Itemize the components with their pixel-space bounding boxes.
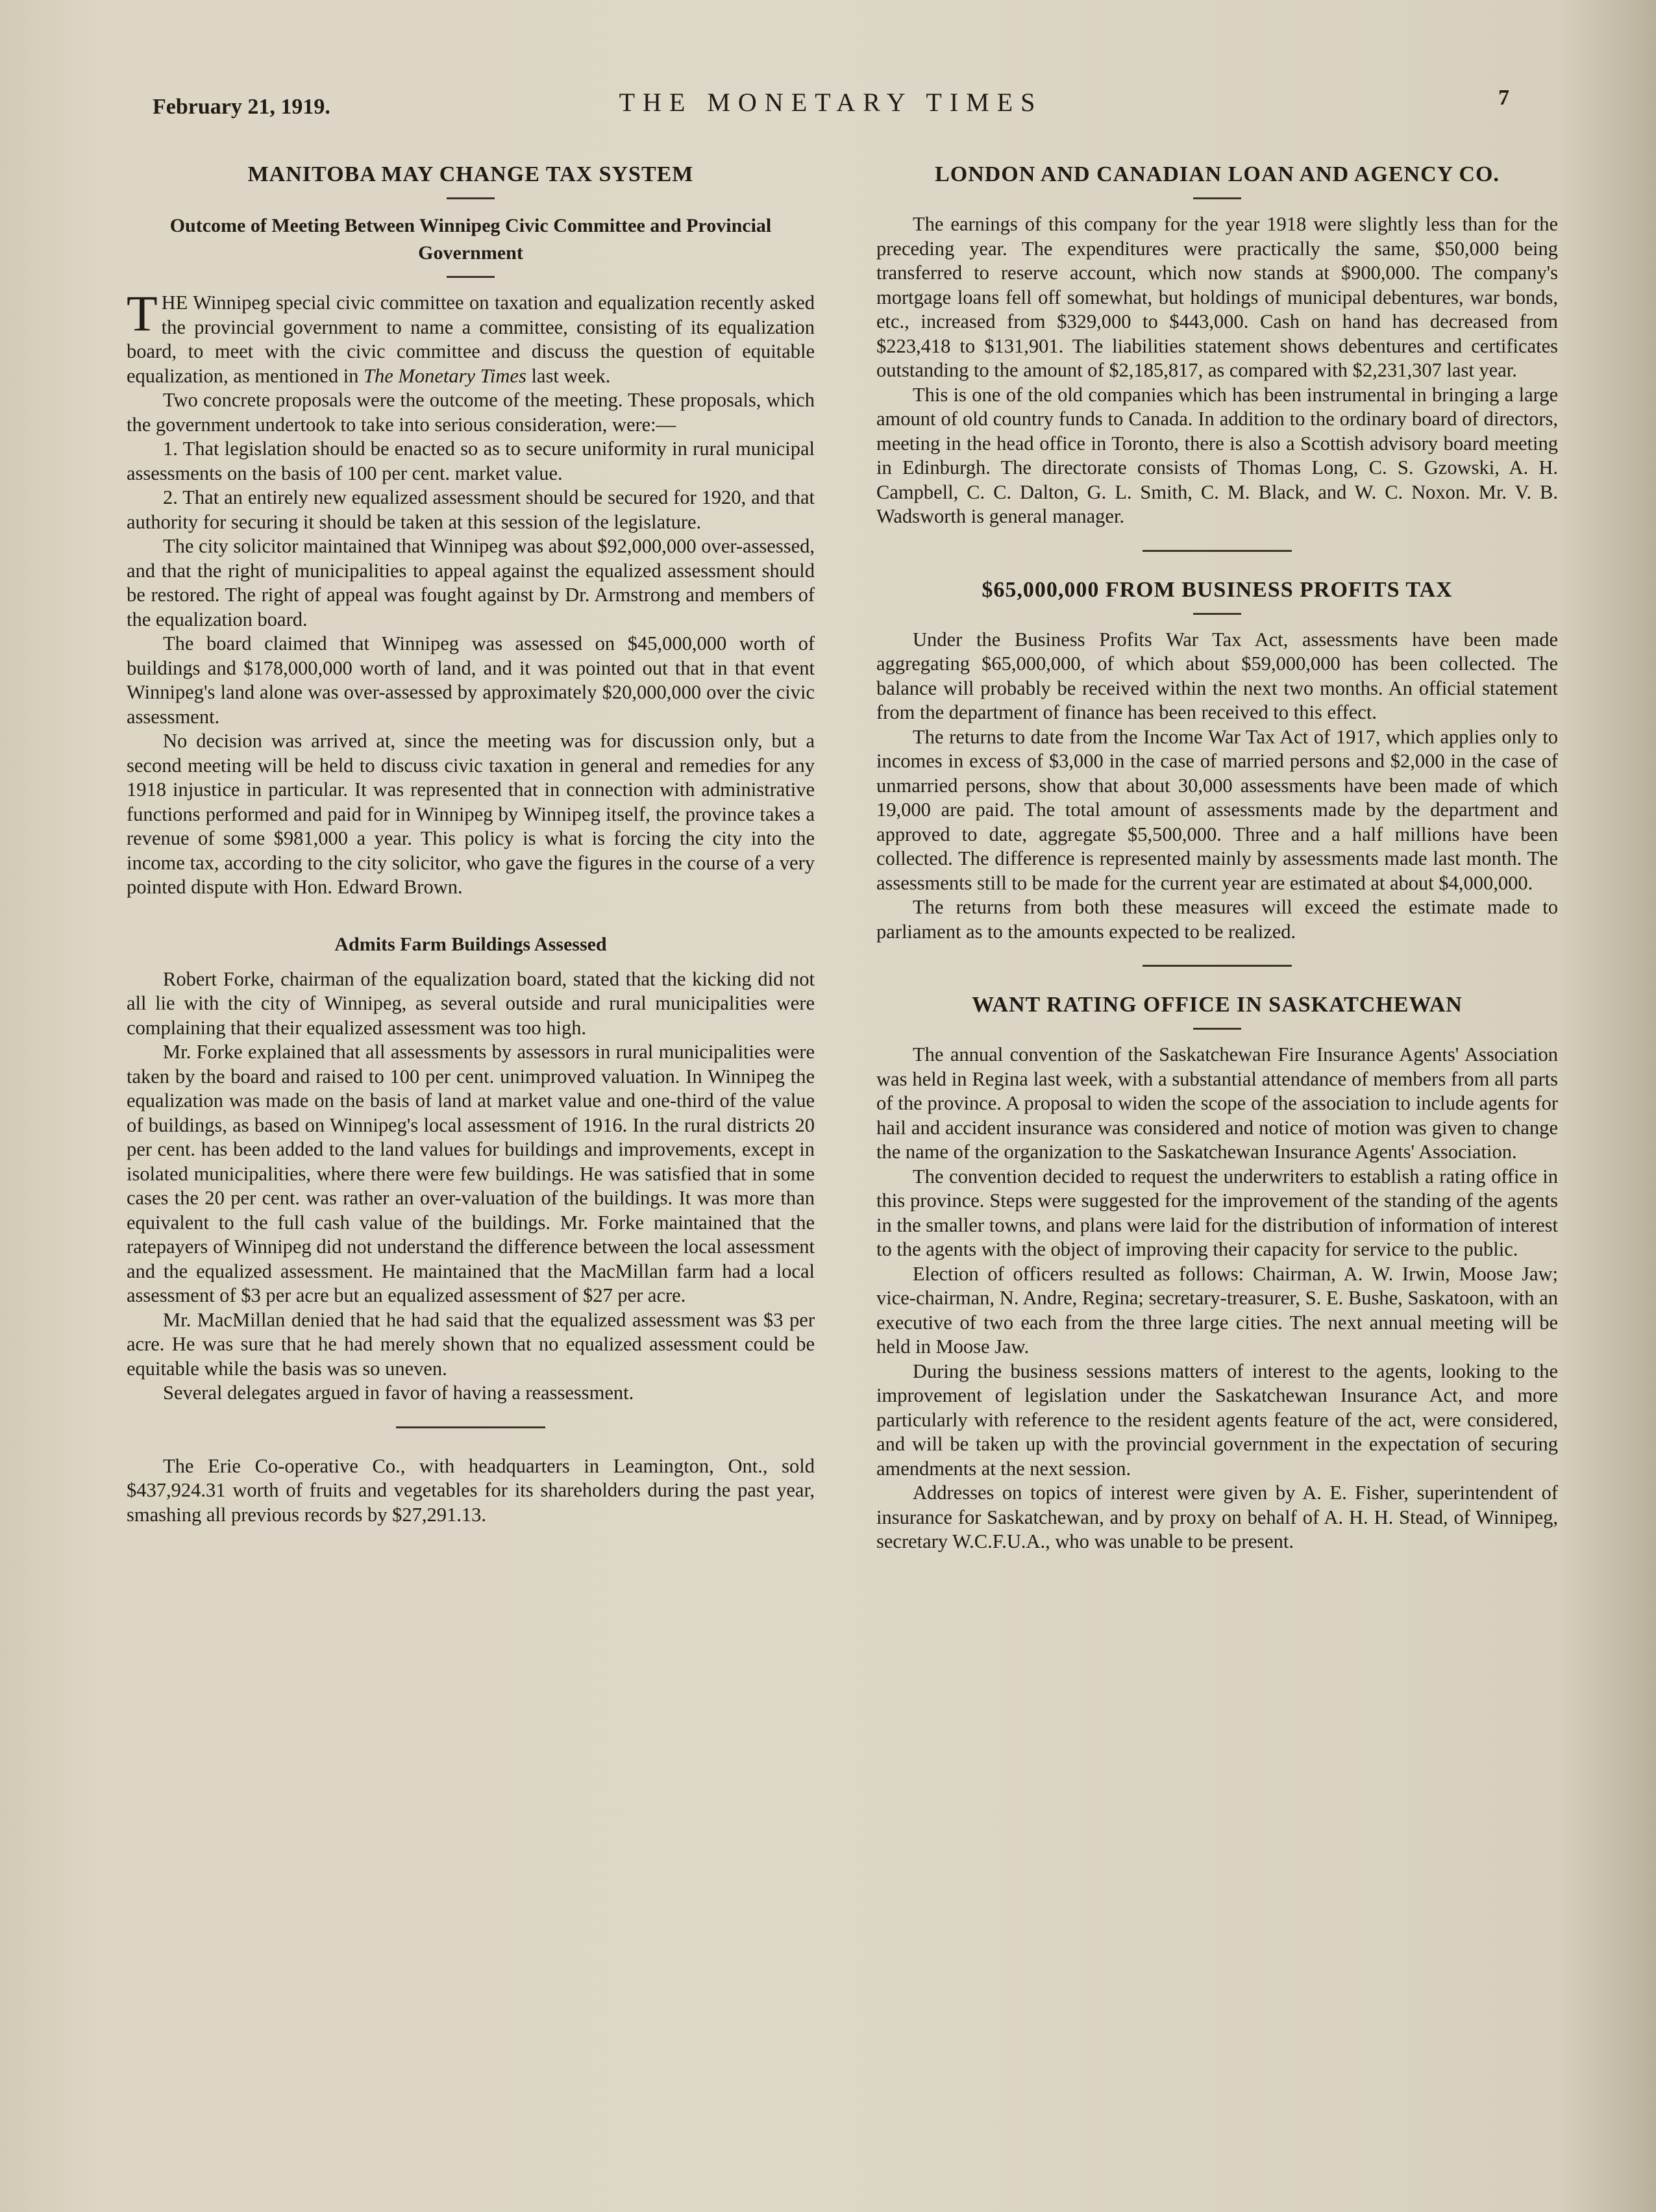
paragraph: THE Winnipeg special civic committee on taxation and equalization recently asked the provincial government to name a committee, consisting of its equalization board, to meet with the civic committee and discuss the question of equitable equalization, as mentioned in The Monetary Times last week. xyxy=(127,285,815,387)
section-rule xyxy=(396,1426,545,1428)
short-rule xyxy=(447,197,495,199)
paragraph: Several delegates argued in favor of having a reassessment. xyxy=(163,1382,634,1404)
article-title-business-profits: $65,000,000 FROM BUSINESS PROFITS TAX xyxy=(982,577,1453,602)
running-head xyxy=(153,83,1509,122)
article-subtitle-manitoba: Outcome of Meeting Between Winnipeg Civic Committee and Provincial Government xyxy=(169,215,772,264)
paragraph: Robert Forke, chairman of the equalization board, stated that the kicking did not all lie with the city of Winnipeg, as several outside and rural municipalities were complaining that their equalized assessment was too high. xyxy=(127,967,815,1039)
paragraph: This is one of the old companies which has been instrumental in bringing a large amount of old country funds to Canada. In addition to the ordinary board of directors, meeting in the head office in Toronto, there is also a Scottish advisory board meeting in Edinburgh. The directorate consists of Thomas Long, C. S. Gzowski, A. H. Campbell, C. C. Dalton, G. L. Smith, C. M. Black, and W. C. Noxon. Mr. V. B. Wadsworth is general manager. xyxy=(876,383,1558,527)
short-rule xyxy=(1193,613,1241,615)
section-rule xyxy=(1143,550,1292,552)
paragraph: Mr. Forke explained that all assessments by assessors in rural municipalities were taken by the board and raised to 100 per cent. unimproved valuation. In Winnipeg the equalization was made on the basis of land at market value and one-third of the value of buildings, as based on Winnipeg's local assessment of 1916. In the rural districts 20 per cent. has been added to the land values for buildings and improvements, except in isolated municipalities, where there were few buildings. He was satisfied that in some cases the 20 per cent. was rather an over-valuation of the buildings. It was more than equivalent to the full cash value of the buildings. Mr. Forke maintained that the ratepayers of Winnipeg did not understand the difference between the local assessment and the equalized assessment. He maintained that the MacMillan farm had a local assessment of $3 per acre but an equalized assessment of $27 per acre. xyxy=(127,1041,815,1306)
issue-date: February 21, 1919. xyxy=(153,95,330,119)
left-column xyxy=(127,151,815,1527)
paragraph: 2. That an entirely new equalized assessment should be secured for 1920, and that authority for securing it should be taken at this session of the legislature. xyxy=(127,486,815,533)
section-rule xyxy=(1143,965,1292,967)
short-rule xyxy=(1193,197,1241,199)
paragraph: The board claimed that Winnipeg was assessed on $45,000,000 worth of buildings and $178,000,000 worth of land, and it was pointed out that in that event Winnipeg's land alone was over-assessed by approximately $20,000,000 over the civic assessment. xyxy=(127,632,815,728)
paragraph: Mr. MacMillan denied that he had said that the equalized assessment was $3 per acre. He was sure that he had merely shown that no equalized assessment could be equitable while the basis was so uneven. xyxy=(127,1308,815,1380)
section-heading-farm-buildings: Admits Farm Buildings Assessed xyxy=(334,933,607,955)
article-title-manitoba: MANITOBA MAY CHANGE TAX SYSTEM xyxy=(247,162,694,186)
publication-title: THE MONETARY TIMES xyxy=(619,88,1043,117)
paragraph: The annual convention of the Saskatchewan Fire Insurance Agents' Association was held in Regina last week, with a substantial attendance of members from all parts of the province. A proposal to widen the scope of the association to include agents for hail and accident insurance was considered and notice of motion was given to change the name of the organization to the Saskatchewan Insurance Agents' Association. xyxy=(876,1043,1558,1163)
paragraph: Under the Business Profits War Tax Act, assessments have been made aggregating $65,000,000, of which about $59,000,000 has been collected. The balance will probably be received within the next two months. An official statement from the department of finance has been received to this effect. xyxy=(876,628,1558,723)
paragraph: Two concrete proposals were the outcome of the meeting. These proposals, which the government undertook to take into serious consideration, were:— xyxy=(127,389,815,436)
right-column xyxy=(876,151,1558,1554)
publication-reference: The Monetary Times xyxy=(364,364,526,387)
spacer xyxy=(127,900,815,918)
article-title-saskatchewan: WANT RATING OFFICE IN SASKATCHEWAN xyxy=(972,993,1463,1017)
article-title-london: LONDON AND CANADIAN LOAN AND AGENCY CO. xyxy=(935,162,1500,186)
paragraph: The earnings of this company for the year 1918 were slightly less than for the preceding year. The expenditures were practically the same, $50,000 being transferred to reserve account, which now stands at $900,000. The company's mortgage loans fell off somewhat, but holdings of municipal debentures, war bonds, etc., increased from $329,000 to $443,000. Cash on hand has decreased from $223,418 to $131,901. The liabilities statement shows debentures and certificates outstanding to the amount of $2,185,817, as compared with $2,231,307 last year. xyxy=(876,213,1558,381)
drop-cap: T xyxy=(127,285,158,342)
paragraph: Election of officers resulted as follows: Chairman, A. W. Irwin, Moose Jaw; vice-chairman, N. Andre, Regina; secretary-treasurer, S. E. Bushe, Saskatoon, with an executive of two each from the three large cities. The next annual meeting will be held in Moose Jaw. xyxy=(876,1262,1558,1358)
paragraph: 1. That legislation should be enacted so as to secure uniformity in rural municipal assessments on the basis of 100 per cent. market value. xyxy=(127,438,815,484)
paragraph: No decision was arrived at, since the meeting was for discussion only, but a second meeting will be held to discuss civic taxation in general and remedies for any 1918 injustice in particular. It was represented that in connection with administrative functions performed and paid for in Winnipeg by Winnipeg itself, the province takes a revenue of some $981,000 a year. This policy is what is forcing the city into the income tax, according to the city solicitor, who gave the figures in the course of a very pointed dispute with Hon. Edward Brown. xyxy=(127,730,815,898)
page-number: 7 xyxy=(1498,86,1509,110)
paragraph: The Erie Co-operative Co., with headquarters in Leamington, Ont., sold $437,924.31 worth of fruits and vegetables for its shareholders during the past year, smashing all previous records by $27,291.13. xyxy=(127,1454,815,1526)
short-rule xyxy=(447,276,495,278)
paragraph: During the business sessions matters of interest to the agents, looking to the improvement of legislation under the Saskatchewan Insurance Act, and more particularly with reference to the resident agents feature of the act, were considered, and will be taken up with the provincial government in the expectation of securing amendments at the next session. xyxy=(876,1360,1558,1480)
paragraph: The returns to date from the Income War Tax Act of 1917, which applies only to incomes in excess of $3,000 in the case of married persons and $2,000 in the case of unmarried persons, show that about 30,000 assessments have been made of which 19,000 are paid. The total amount of assessments made by the department and approved to date, aggregate $5,500,000. Three and a half millions have been collected. The difference is represented mainly by assessments made last month. The assessments still to be made for the current year are estimated at about $4,000,000. xyxy=(876,725,1558,894)
short-rule xyxy=(1193,1028,1241,1030)
paragraph: The city solicitor maintained that Winnipeg was about $92,000,000 over-assessed, and that the right of municipalities to appeal against the equalized assessment should be restored. The right of appeal was fought against by Dr. Armstrong and members of the equalization board. xyxy=(127,535,815,630)
paragraph: Addresses on topics of interest were given by A. E. Fisher, superintendent of insurance for Saskatchewan, and by proxy on behalf of A. H. H. Stead, of Winnipeg, secretary W.C.F.U.A., who was unable to be present. xyxy=(876,1482,1558,1552)
paragraph: The returns from both these measures will exceed the estimate made to parliament as to the amounts expected to be realized. xyxy=(876,896,1558,943)
paragraph: The convention decided to request the underwriters to establish a rating office in this province. Steps were suggested for the improvement of the standing of the agents in the smaller towns, and plans were laid for the distribution of information of interest to the agents with the object of improving their capacity for service to the public. xyxy=(876,1165,1558,1260)
